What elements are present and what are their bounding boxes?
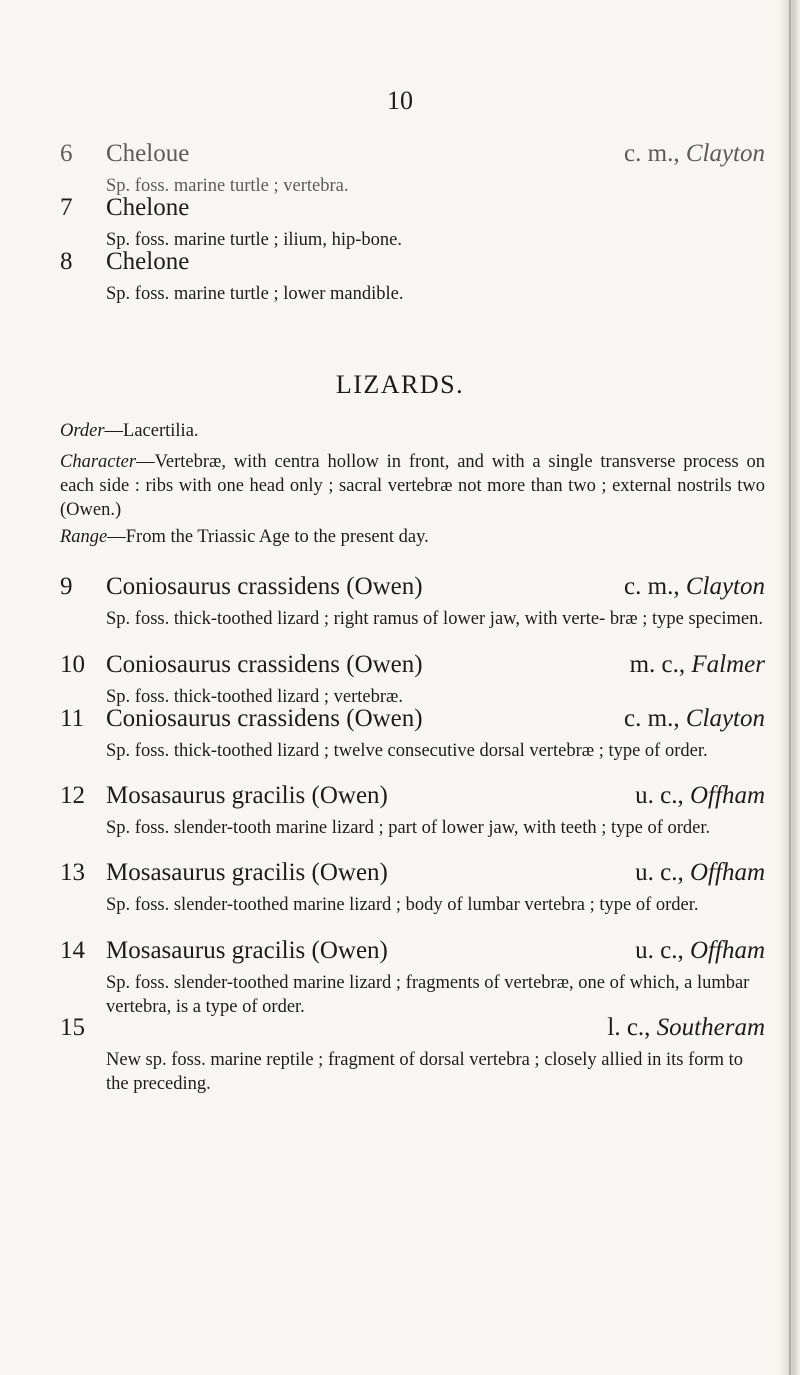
entry-locality bbox=[635, 859, 765, 887]
entry-number: 6 bbox=[60, 140, 73, 167]
entry-number: 8 bbox=[60, 248, 73, 275]
entry-number: 14 bbox=[60, 937, 85, 964]
entry-description: Sp. foss. thick-toothed lizard ; right ramus of lower jaw, with verte- bræ ; type specimen. bbox=[106, 609, 763, 629]
order-label: Order bbox=[60, 421, 105, 441]
locality-place: Offham bbox=[690, 937, 765, 964]
entry-locality bbox=[624, 573, 765, 601]
entry-number: 11 bbox=[60, 705, 85, 732]
range-paragraph bbox=[60, 525, 765, 549]
locality-code: m. c., bbox=[629, 651, 686, 678]
page-number: 10 bbox=[387, 86, 413, 115]
locality-code: c. m., bbox=[624, 705, 680, 732]
locality-place: Offham bbox=[690, 859, 765, 886]
entry-description: Sp. foss. thick-toothed lizard ; vertebræ. bbox=[106, 687, 403, 707]
entry-name: Coniosaurus crassidens (Owen) bbox=[106, 651, 423, 678]
entry-name: Mosasaurus gracilis (Owen) bbox=[106, 782, 388, 809]
page-edge-line bbox=[789, 0, 791, 1375]
catalog-entry-11 bbox=[60, 705, 765, 763]
character-label: Character bbox=[60, 452, 137, 472]
entry-locality bbox=[630, 651, 765, 679]
entry-number: 7 bbox=[60, 194, 73, 221]
locality-place: Clayton bbox=[685, 705, 765, 732]
entry-description: Sp. foss. slender-toothed marine lizard ; body of lumbar vertebra ; type of order. bbox=[106, 895, 699, 915]
entry-description: Sp. foss. slender-toothed marine lizard ; fragments of vertebræ, one of which, a lumbar vertebra, is a type of order. bbox=[106, 973, 750, 1017]
character-paragraph bbox=[60, 450, 765, 522]
entry-name: Chelone bbox=[106, 194, 190, 221]
section-title: LIZARDS. bbox=[335, 370, 465, 399]
entry-locality bbox=[607, 1014, 765, 1042]
range-label: Range bbox=[60, 527, 108, 547]
catalog-entry-13 bbox=[60, 859, 765, 917]
catalog-entry-14 bbox=[60, 937, 765, 1019]
entry-name: Mosasaurus gracilis (Owen) bbox=[106, 859, 388, 886]
locality-place: Clayton bbox=[685, 573, 765, 600]
entry-description: Sp. foss. slender-tooth marine lizard ; part of lower jaw, with teeth ; type of order. bbox=[106, 818, 711, 838]
entry-number: 15 bbox=[60, 1014, 85, 1041]
catalog-entry-15 bbox=[60, 1014, 765, 1096]
locality-place: Falmer bbox=[691, 651, 765, 678]
entry-locality bbox=[624, 705, 765, 733]
catalog-entry-9 bbox=[60, 573, 765, 631]
catalog-entry-10 bbox=[60, 651, 765, 709]
entry-description: Sp. foss. thick-toothed lizard ; twelve consecutive dorsal vertebræ ; type of order. bbox=[106, 741, 708, 761]
entry-description: Sp. foss. marine turtle ; ilium, hip-bone. bbox=[106, 230, 402, 250]
entry-name: Coniosaurus crassidens (Owen) bbox=[106, 705, 423, 732]
entry-number: 13 bbox=[60, 859, 85, 886]
entry-description: Sp. foss. marine turtle ; lower mandible. bbox=[106, 284, 404, 304]
entry-name: Cheloue bbox=[106, 140, 190, 167]
entry-description: Sp. foss. marine turtle ; vertebra. bbox=[106, 176, 349, 196]
catalog-entry-12 bbox=[60, 782, 765, 840]
entry-name: Coniosaurus crassidens (Owen) bbox=[106, 573, 423, 600]
order-text: —Lacertilia. bbox=[104, 421, 199, 441]
locality-place: Offham bbox=[690, 782, 765, 809]
range-text: —From the Triassic Age to the present day. bbox=[107, 527, 429, 547]
entry-locality bbox=[635, 937, 765, 965]
locality-code: u. c., bbox=[635, 937, 684, 964]
catalog-entry-6 bbox=[60, 140, 765, 198]
locality-code: u. c., bbox=[635, 782, 684, 809]
entry-number: 12 bbox=[60, 782, 85, 809]
entry-number: 9 bbox=[60, 573, 73, 600]
locality-code: u. c., bbox=[635, 859, 684, 886]
entry-description: New sp. foss. marine reptile ; fragment of dorsal vertebra ; closely allied in its form to the preceding. bbox=[106, 1050, 744, 1094]
entry-locality bbox=[624, 140, 765, 168]
character-text: —Vertebræ, with centra hollow in front, and with a single transverse process on each side : ribs with one head only ; sacral vertebræ not more than two ; external nostrils two (Owen.) bbox=[60, 452, 765, 520]
order-paragraph bbox=[60, 419, 765, 443]
entry-locality bbox=[635, 782, 765, 810]
catalog-entry-7 bbox=[60, 194, 765, 252]
entry-name: Mosasaurus gracilis (Owen) bbox=[106, 937, 388, 964]
locality-code: c. m., bbox=[624, 573, 680, 600]
locality-place: Clayton bbox=[685, 140, 765, 167]
locality-code: l. c., bbox=[607, 1014, 651, 1041]
entry-name: Chelone bbox=[106, 248, 190, 275]
locality-place: Southeram bbox=[656, 1014, 765, 1041]
entry-number: 10 bbox=[60, 651, 85, 678]
catalog-entry-8 bbox=[60, 248, 765, 306]
locality-code: c. m., bbox=[624, 140, 680, 167]
